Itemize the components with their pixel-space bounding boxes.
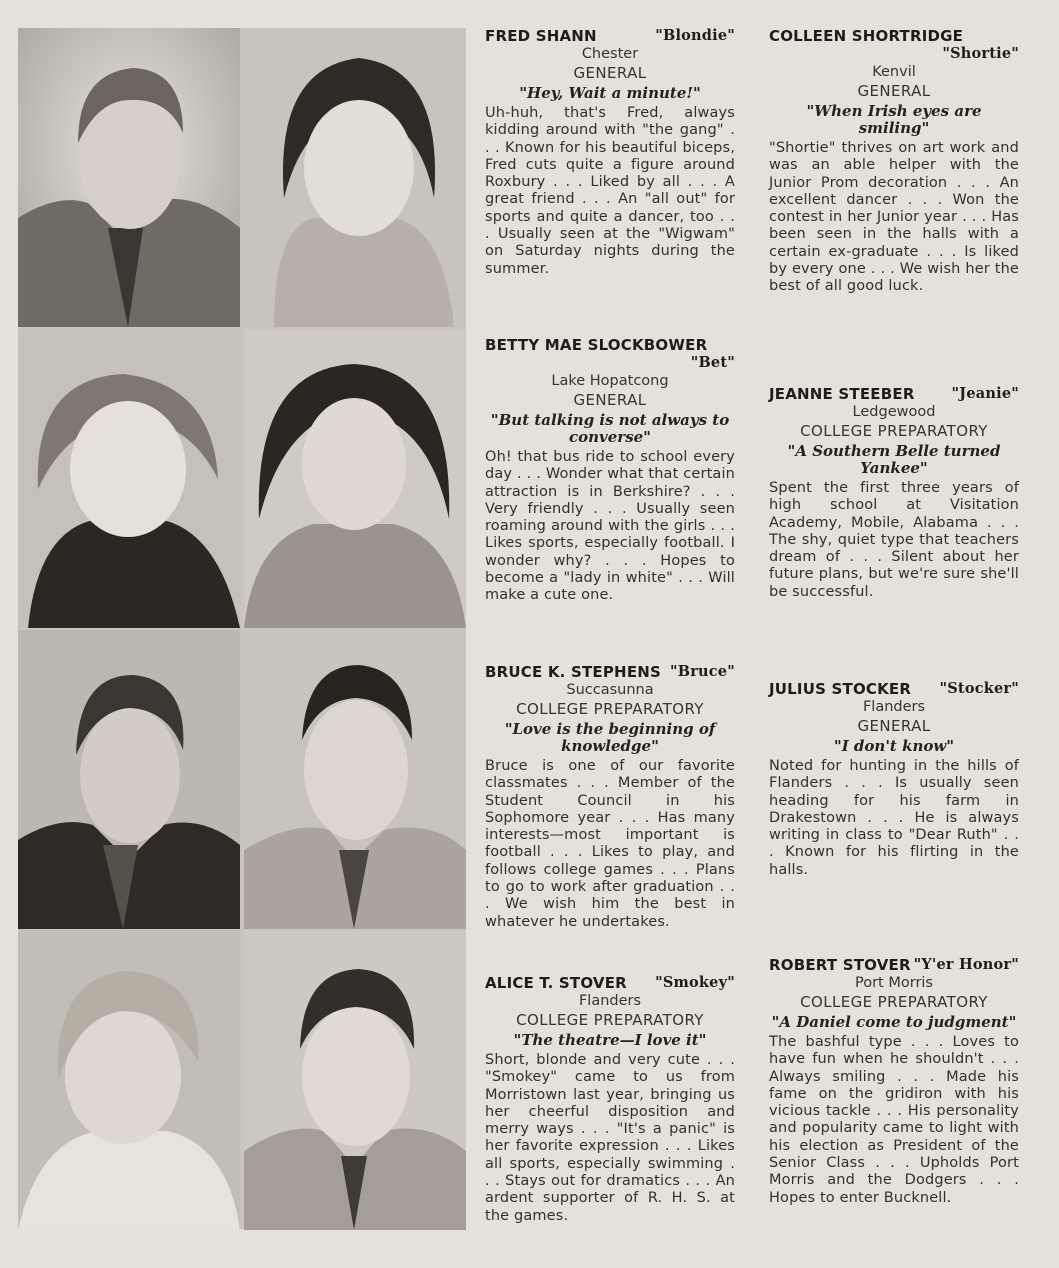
student-nickname: "Blondie" — [655, 27, 735, 44]
student-name: JULIUS STOCKER — [769, 680, 912, 698]
student-name: COLLEEN SHORTRIDGE — [769, 27, 964, 45]
senior-entry — [769, 680, 1019, 879]
portrait-bruce-stephens — [18, 630, 240, 929]
student-course: COLLEGE PREPARATORY — [800, 422, 988, 440]
student-town: Chester — [581, 46, 639, 62]
student-name: BETTY MAE SLOCKBOWER — [485, 336, 708, 354]
student-bio: Short, blonde and very cute . . . "Smokey" came to us from Morristown last year, bringing us her cheerful disposition and merry ways . . . "It's a panic" is her favorite expression . . . Likes all sports, especially swimming . . . Stays out for dramatics . . . An ardent supporter of R. H. S. at the games. — [485, 1052, 735, 1224]
senior-entry — [769, 385, 1019, 601]
student-motto: "A Southern Belle turned Yankee" — [787, 442, 1001, 477]
entry-header — [485, 663, 735, 681]
senior-entry — [769, 956, 1019, 1207]
student-name: FRED SHANN — [485, 27, 597, 45]
student-town: Succasunna — [566, 682, 654, 698]
student-town: Lake Hopatcong — [551, 373, 669, 389]
student-town: Flanders — [862, 699, 926, 715]
student-course: GENERAL — [573, 391, 647, 409]
portrait-julius-stocker — [244, 630, 466, 929]
student-nickname: "Smokey" — [655, 974, 735, 991]
entry-header — [769, 956, 1019, 974]
student-name: BRUCE K. STEPHENS — [485, 663, 662, 681]
student-nickname: "Jeanie" — [951, 385, 1019, 402]
student-town: Kenvil — [872, 64, 916, 80]
portrait-jeanne-steeber — [244, 329, 466, 628]
student-nickname: "Y'er Honor" — [913, 956, 1019, 973]
student-nickname: "Bet" — [690, 354, 735, 371]
entry-header — [485, 336, 735, 372]
student-bio: The bashful type . . . Loves to have fun when he shouldn't . . . Always smiling . . . Made his fame on the gridiron with his vicious tackle . . . His personality and popularity came to light with his election as President of the Senior Class . . . Upholds Port Morris and the Dodgers . . . Hopes to enter Bucknell. — [769, 1034, 1019, 1206]
student-motto: "Hey, Wait a minute!" — [519, 84, 701, 102]
student-nickname: "Stocker" — [939, 680, 1019, 697]
student-course: COLLEGE PREPARATORY — [800, 993, 988, 1011]
entry-header — [769, 680, 1019, 698]
senior-entry — [485, 336, 735, 605]
senior-entry — [485, 663, 735, 931]
student-bio: Uh-huh, that's Fred, always kidding around with "the gang" . . . Known for his beautiful biceps, Fred cuts quite a figure around Roxbury . . . Liked by all . . . A great friend . . . An "all out" for sports and quite a dancer, too . . . Usually seen at the "Wigwam" on Saturday nights during the summer. — [485, 105, 735, 277]
student-motto: "I don't know" — [833, 737, 955, 755]
student-course: GENERAL — [573, 64, 647, 82]
student-course: GENERAL — [857, 82, 931, 100]
student-motto: "A Daniel come to judgment" — [771, 1013, 1017, 1031]
student-nickname: "Bruce" — [669, 663, 735, 680]
student-course: COLLEGE PREPARATORY — [516, 700, 704, 718]
portrait-robert-stover — [244, 931, 466, 1230]
student-bio: Bruce is one of our favorite classmates . . . Member of the Student Council in his Sophomore year . . . Has many interests—most important is football . . . Likes to play, and follows college games . . . Plans to go to work after graduation . . . We wish him the best in whatever he undertakes. — [485, 758, 735, 930]
entry-header — [485, 27, 735, 45]
student-town: Port Morris — [855, 975, 933, 991]
student-name: JEANNE STEEBER — [769, 385, 915, 403]
student-motto: "When Irish eyes are smiling" — [806, 102, 982, 137]
student-name: ROBERT STOVER — [769, 956, 911, 974]
student-bio: Oh! that bus ride to school every day . . . Wonder what that certain attraction is in Berkshire? . . . Very friendly . . . Usually seen roaming around with the girls . . . Likes sports, especially football. I wonder why? . . . Hopes to become a "lady in white" . . . Will make a cute one. — [485, 449, 735, 604]
portrait-colleen-shortridge — [244, 28, 466, 327]
student-motto: "But talking is not always to converse" — [490, 411, 730, 446]
student-name: ALICE T. STOVER — [485, 974, 627, 992]
student-course: COLLEGE PREPARATORY — [516, 1011, 704, 1029]
senior-entry — [769, 27, 1019, 296]
entry-header — [769, 27, 1019, 63]
senior-entry — [485, 27, 735, 278]
portrait-alice-stover — [18, 931, 240, 1230]
portrait-betty-mae-slockbower — [18, 329, 240, 628]
student-nickname: "Shortie" — [942, 45, 1019, 62]
senior-entry — [485, 974, 735, 1225]
portrait-grid — [18, 28, 466, 1229]
entry-header — [769, 385, 1019, 403]
student-town: Ledgewood — [852, 404, 936, 420]
student-motto: "The theatre—I love it" — [513, 1031, 707, 1049]
student-town: Flanders — [578, 993, 642, 1009]
portrait-fred-shann — [18, 28, 240, 327]
entry-header — [485, 974, 735, 992]
student-course: GENERAL — [857, 717, 931, 735]
student-bio: "Shortie" thrives on art work and was an able helper with the Junior Prom decoration . . . An excellent dancer . . . Won the contest in her Junior year . . . Has been seen in the halls with a certain ex-graduate . . . Is liked by every one . . . We wish her the best of all good luck. — [769, 140, 1019, 295]
student-bio: Noted for hunting in the hills of Flanders . . . Is usually seen heading for his farm in Drakestown . . . He is always writing in class to "Dear Ruth" . . . Known for his flirting in the halls. — [769, 758, 1019, 878]
student-bio: Spent the first three years of high school at Visitation Academy, Mobile, Alabama . . . The shy, quiet type that teachers dream of . . . Silent about her future plans, but we're sure she'll be successful. — [769, 480, 1019, 600]
student-motto: "Love is the beginning of knowledge" — [504, 720, 716, 755]
